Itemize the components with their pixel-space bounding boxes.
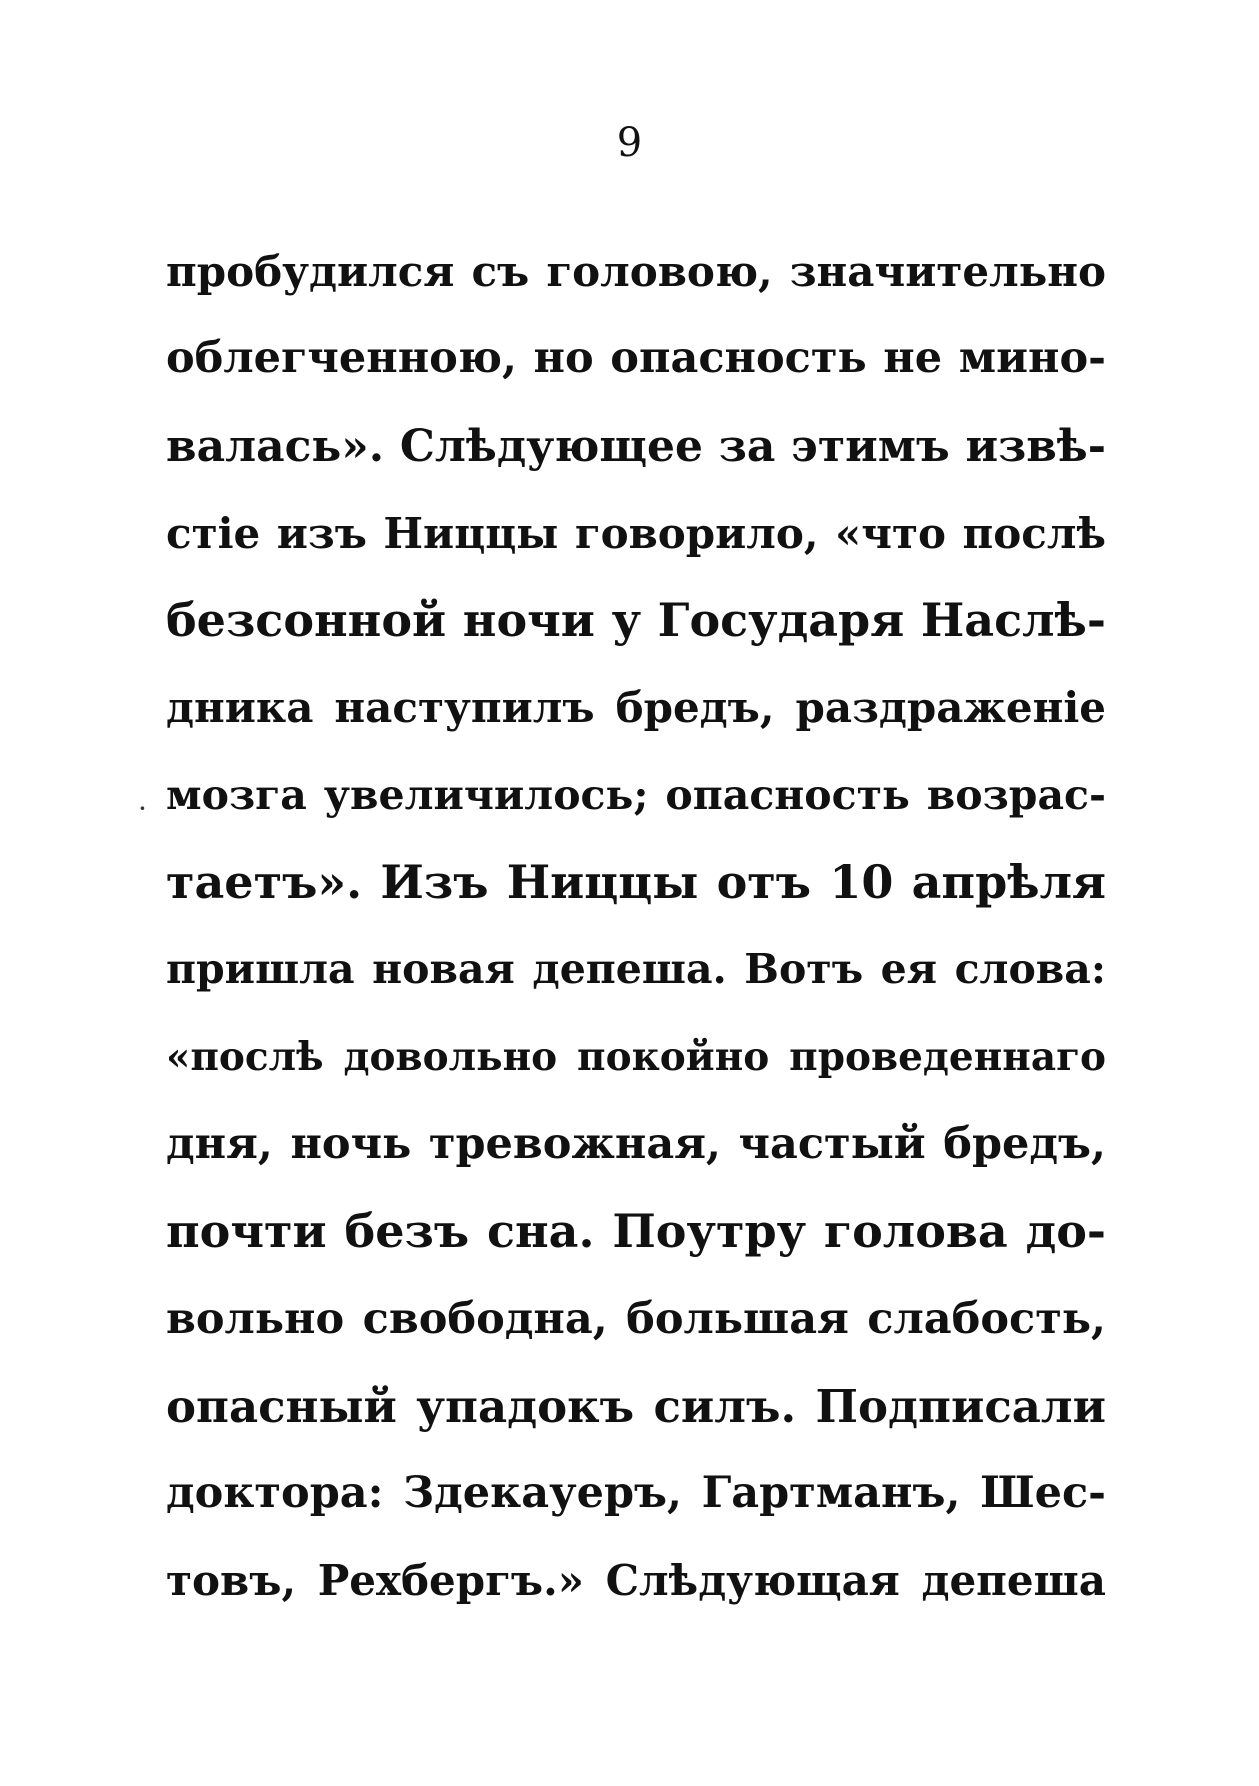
page-number: 9 bbox=[616, 120, 643, 166]
text-line: стіе изъ Ниццы говорило, «что послѣ bbox=[166, 508, 1106, 558]
margin-mark: · bbox=[138, 792, 147, 825]
text-line: доктора: Здекауеръ, Гартманъ, Шес- bbox=[166, 1468, 1106, 1519]
text-line: безсонной ночи у Государя Наслѣ- bbox=[166, 593, 1106, 648]
text-line: товъ, Рехбергъ.» Слѣдующая депеша bbox=[166, 1556, 1106, 1606]
text-line: вольно свободна, большая слабость, bbox=[166, 1293, 1106, 1344]
text-line: «послѣ довольно покойно проведеннаго bbox=[166, 1033, 1106, 1080]
text-line: опасный упадокъ силъ. Подписали bbox=[166, 1379, 1106, 1433]
text-line: дника наступилъ бредъ, раздраженіе bbox=[166, 683, 1106, 733]
text-line: пришла новая депеша. Вотъ ея слова: bbox=[166, 945, 1106, 994]
text-line: мозга увеличилось; опасность возрас- bbox=[166, 770, 1106, 819]
text-line: таетъ». Изъ Ниццы отъ 10 апрѣля bbox=[166, 855, 1106, 910]
text-line: пробудился съ головою, значительно bbox=[166, 247, 1106, 296]
text-line: валась». Слѣдующее за этимъ извѣ- bbox=[166, 420, 1106, 472]
text-line: облегченною, но опасность не мино- bbox=[166, 333, 1106, 384]
text-line: дня, ночь тревожная, частый бредъ, bbox=[166, 1118, 1106, 1169]
body-text bbox=[166, 228, 1106, 1625]
text-line: почти безъ сна. Поутру голова до- bbox=[166, 1204, 1106, 1259]
